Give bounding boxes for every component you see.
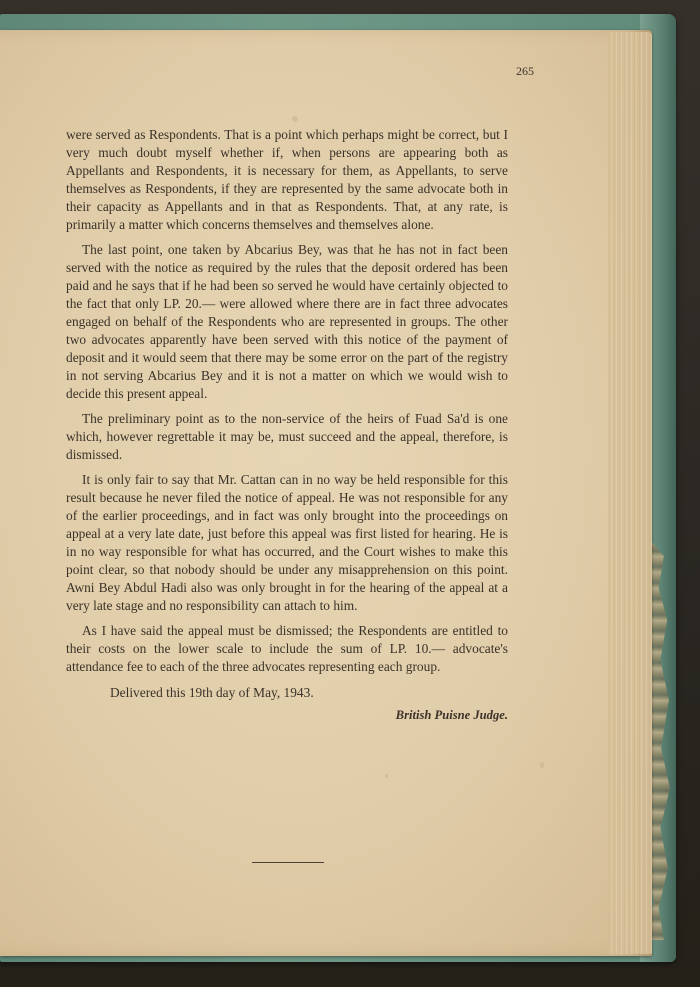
- paper-spot: [385, 774, 388, 778]
- paragraph-2: The last point, one taken by Abcarius Bey, was that he has not in fact been served with the notice as required by the rules that the deposit ordered has been paid and he says that if he had been so served he would have certainly objected to the fact that only LP. 20.— were allowed where there are in fact three advocates engaged on behalf of the Respondents who are represented in groups. The other two advocates apparently have been served with this notice of the payment of deposit and it would seem that there may be some error on the part of the registry in not serving Abcarius Bey and it is not a matter on which we would wish to decide this present appeal.: [66, 242, 508, 401]
- paper-spot: [292, 116, 298, 122]
- paragraph-4: It is only fair to say that Mr. Cattan can in no way be held responsible for this result because he never filed the notice of appeal. He was not responsible for any of the earlier proceedings, and in fact was only brought into the proceedings on appeal at a very late date, just before this appeal was first listed for hearing. He is in no way responsible for what has occurred, and the Court wishes to make this point clear, so that nobody should be under any misapprehension on this point. Awni Bey Abdul Hadi also was only brought in for the hearing of the appeal at a very late stage and no responsibility can attach to him.: [66, 472, 508, 613]
- paragraph-1: were served as Respondents. That is a point which perhaps might be correct, but I very much doubt myself whether if, when persons are appearing both as Appellants and Respondents, it is necessary for them, as Appellants, to serve themselves as Respondents, if they are represented by the same advocate both in their capacity as Appellants and in that as Respondents. That, at any rate, is primarily a matter which concerns themselves and themselves alone.: [66, 127, 508, 232]
- paper-spot: [540, 762, 544, 768]
- page-number: 265: [516, 64, 534, 78]
- closing-rule: [252, 862, 324, 863]
- paragraph-3: The preliminary point as to the non-service of the heirs of Fuad Sa'd is one which, however regrettable it may be, must succeed and the appeal, therefore, is dismissed.: [66, 411, 508, 462]
- judge-signature: British Puisne Judge.: [395, 708, 508, 722]
- page-edges: [608, 32, 652, 954]
- paragraph-5: As I have said the appeal must be dismissed; the Respondents are entitled to their costs on the lower scale to include the sum of LP. 10.— advocate's attendance fee to each of the three advocates representing each group.: [66, 623, 508, 674]
- delivered-line: Delivered this 19th day of May, 1943.: [110, 685, 314, 700]
- page-body: [66, 126, 508, 724]
